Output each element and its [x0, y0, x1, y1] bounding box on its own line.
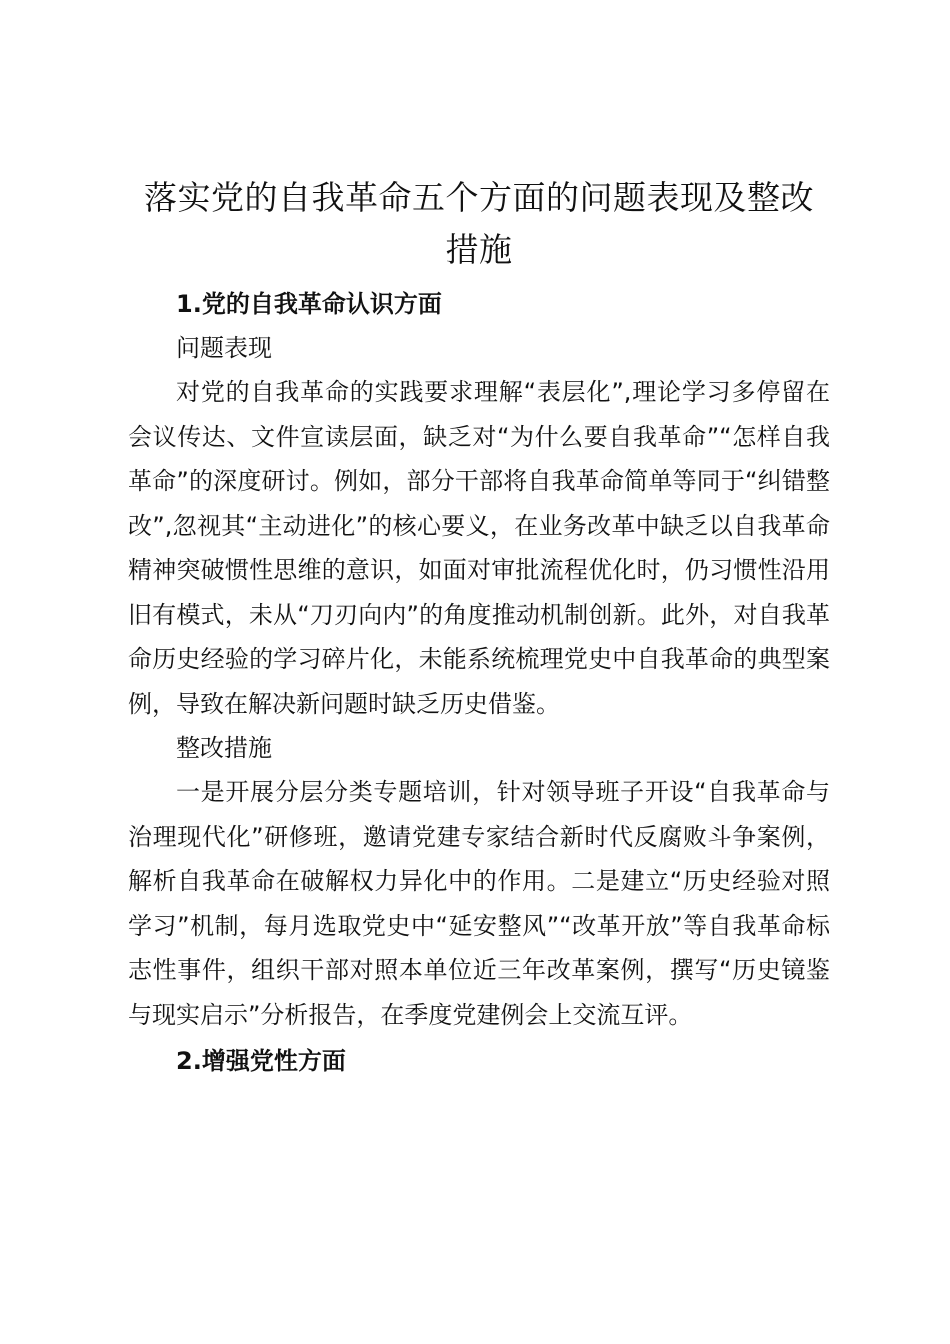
document-title: 落实党的自我革命五个方面的问题表现及整改措施	[144, 178, 814, 269]
section-heading-2: 2.增强党性方面	[176, 1047, 346, 1075]
measures-label: 整改措施	[176, 734, 272, 762]
problem-paragraph: 对党的自我革命的实践要求理解“表层化”,理论学习多停留在会议传达、文件宣读层面，缺乏对“为什么要自我革命”“怎样自我革命”的深度研讨。例如，部分干部将自我革命简单等同于“纠错整改”,忽视其“主动进化”的核心要义，在业务改革中缺乏以自我革命精神突破惯性思维的意识，如面对审批流程优化时，仍习惯性沿用旧有模式，未从“刀刃向内”的角度推动机制创新。此外，对自我革命历史经验的学习碎片化，未能系统梳理党史中自我革命的典型案例，导致在解决新问题时缺乏历史借鉴。	[128, 378, 830, 718]
section-heading-1: 1.党的自我革命认识方面	[176, 290, 442, 318]
problem-label: 问题表现	[176, 334, 272, 362]
measures-paragraph: 一是开展分层分类专题培训，针对领导班子开设“自我革命与治理现代化”研修班，邀请党建专家结合新时代反腐败斗争案例，解析自我革命在破解权力异化中的作用。二是建立“历史经验对照学习”机制，每月选取党史中“延安整风”“改革开放”等自我革命标志性事件，组织干部对照本单位近三年改革案例，撰写“历史镜鉴与现实启示”分析报告，在季度党建例会上交流互评。	[128, 778, 830, 1029]
document-body	[128, 172, 830, 1083]
